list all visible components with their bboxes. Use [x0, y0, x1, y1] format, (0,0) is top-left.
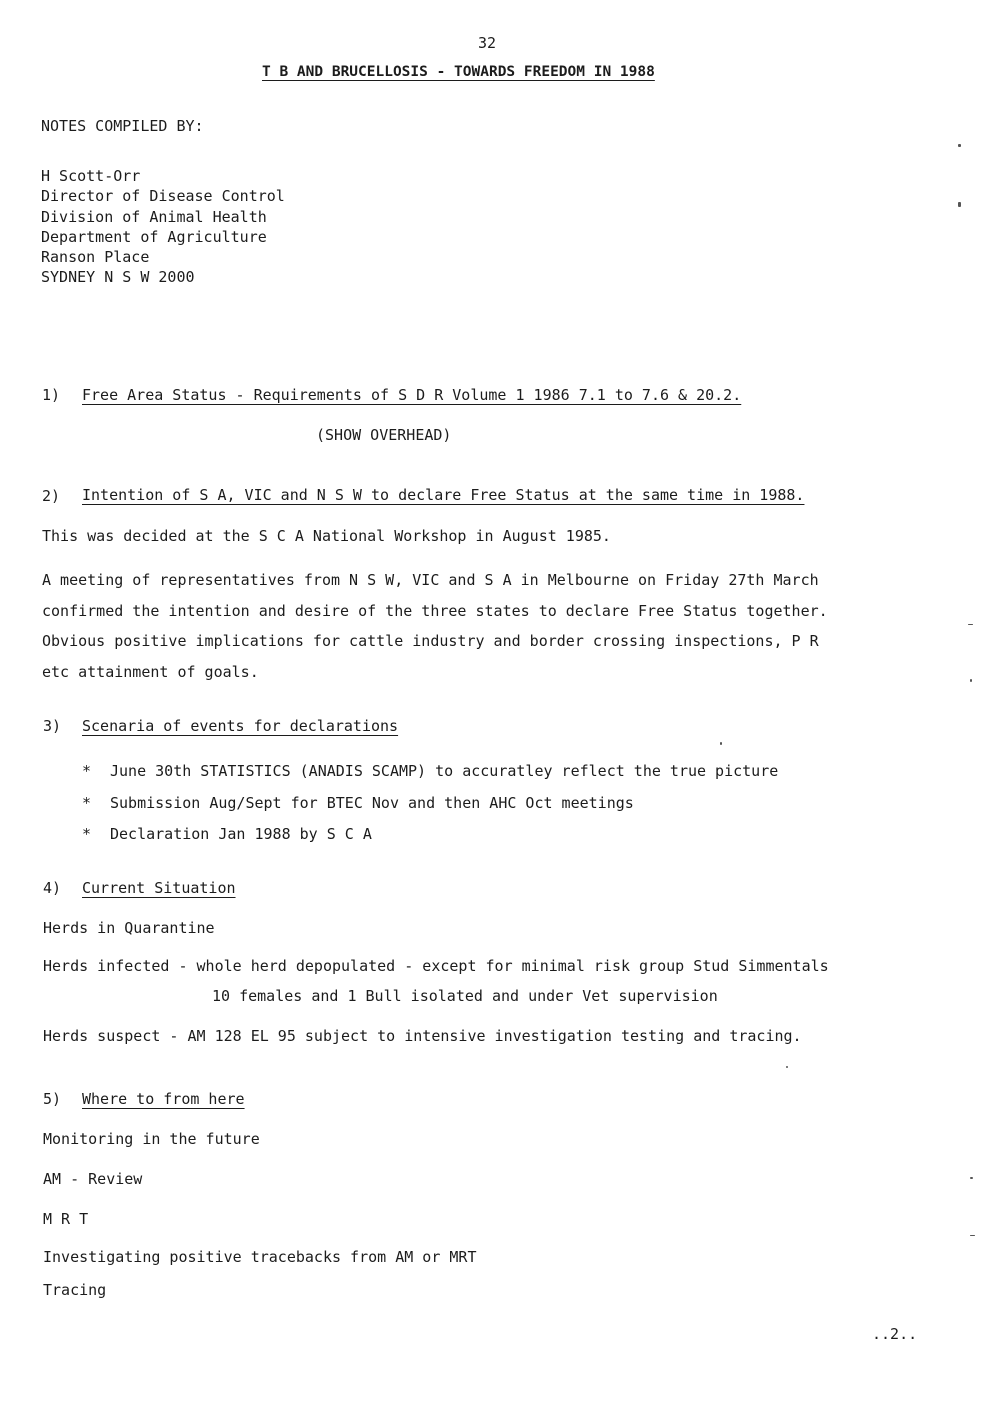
list-item: M R T — [43, 1210, 89, 1228]
section-5-number: 5) — [43, 1090, 62, 1108]
scan-speck — [970, 1235, 975, 1236]
list-item: AM - Review — [43, 1170, 143, 1188]
author-block — [41, 166, 285, 288]
author-street: Ranson Place — [41, 248, 150, 267]
author-department: Department of Agriculture — [41, 227, 267, 246]
section-2-number: 2) — [42, 487, 61, 505]
document-title: T B AND BRUCELLOSIS - TOWARDS FREEDOM IN 1988 — [262, 64, 655, 80]
list-item: * Declaration Jan 1988 by S C A — [82, 819, 778, 851]
list-item: * June 30th STATISTICS (ANADIS SCAMP) to accuratley reflect the true picture — [82, 756, 778, 788]
paragraph-line: Obvious positive implications for cattle industry and border crossing inspections, P R — [42, 632, 819, 650]
scan-speck — [958, 202, 961, 207]
list-item: * Submission Aug/Sept for BTEC Nov and then AHC Oct meetings — [82, 788, 778, 820]
list-item: Tracing — [43, 1281, 107, 1299]
scan-speck — [720, 742, 722, 745]
section-4-heading: Current Situation — [82, 879, 236, 897]
herds-infected-continued: 10 females and 1 Bull isolated and under Vet supervision — [212, 987, 718, 1005]
scan-speck — [970, 1177, 973, 1179]
section-3-number: 3) — [43, 717, 62, 735]
bullet-asterisk: * — [82, 825, 92, 843]
section-1-number: 1) — [42, 386, 61, 404]
paragraph-line: etc attainment of goals. — [42, 662, 259, 681]
scan-speck — [786, 1066, 788, 1068]
scan-speck — [958, 144, 961, 147]
author-city: SYDNEY N S W 2000 — [41, 268, 195, 287]
author-division: Division of Animal Health — [41, 207, 267, 226]
list-item: Monitoring in the future — [43, 1130, 260, 1148]
compiled-by-label: NOTES COMPILED BY: — [41, 117, 204, 135]
list-item: Investigating positive tracebacks from AM or MRT — [43, 1248, 477, 1266]
page-number: 32 — [478, 34, 497, 52]
section-3-list — [82, 756, 778, 851]
bullet-asterisk: * — [82, 793, 92, 812]
section-3-heading: Scenaria of events for declarations — [82, 717, 399, 735]
herds-suspect: Herds suspect - AM 128 EL 95 subject to intensive investigation testing and tracing. — [43, 1027, 802, 1045]
scan-speck — [968, 624, 973, 625]
author-name: H Scott-Orr — [41, 167, 141, 185]
section-1-heading: Free Area Status - Requirements of S D R Volume 1 1986 7.1 to 7.6 & 20.2. — [82, 386, 742, 404]
section-2-paragraph-1: This was decided at the S C A National Workshop in August 1985. — [42, 527, 611, 545]
section-2-heading: Intention of S A, VIC and N S W to declare Free Status at the same time in 1988. — [82, 486, 805, 504]
herds-quarantine: Herds in Quarantine — [43, 919, 215, 937]
author-title: Director of Disease Control — [41, 187, 285, 206]
scan-speck — [970, 679, 972, 682]
section-2-paragraph-2 — [42, 565, 828, 687]
paragraph-line: confirmed the intention and desire of the three states to declare Free Status together. — [42, 601, 828, 620]
bullet-asterisk: * — [82, 762, 92, 780]
paragraph-line: A meeting of representatives from N S W, VIC and S A in Melbourne on Friday 27th March — [42, 571, 819, 589]
section-5-heading: Where to from here — [82, 1090, 245, 1108]
section-4-number: 4) — [43, 879, 62, 897]
herds-infected: Herds infected - whole herd depopulated - except for minimal risk group Stud Simmentals — [43, 957, 829, 975]
section-1-note: (SHOW OVERHEAD) — [316, 426, 452, 444]
continuation-marker: ..2.. — [872, 1325, 918, 1343]
